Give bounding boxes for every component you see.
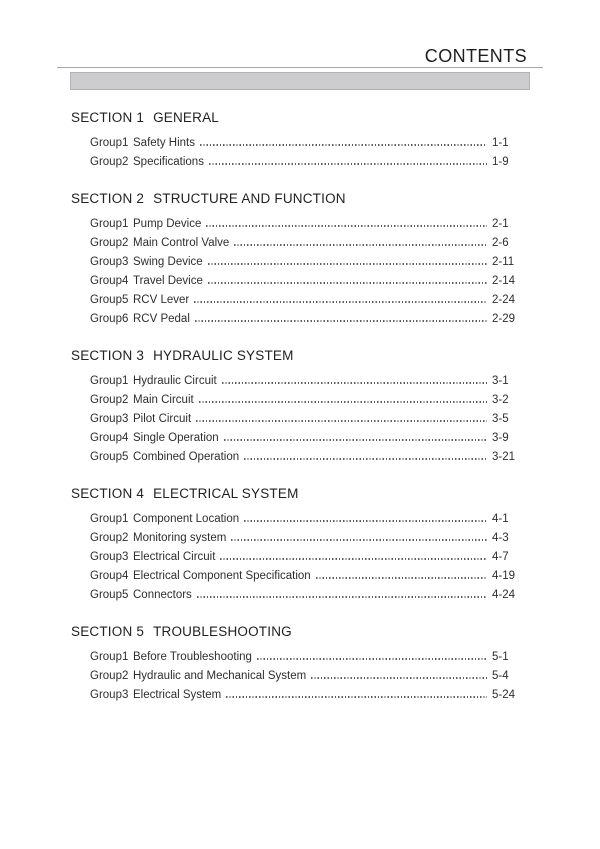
- group-title: Hydraulic and Mechanical System: [133, 670, 307, 682]
- page-number: 1-9: [492, 156, 509, 168]
- title-underline: [57, 67, 543, 68]
- toc-section: [57, 487, 543, 605]
- toc-entry-row: [57, 253, 543, 272]
- group-number: 6: [122, 313, 129, 325]
- dot-leader: [316, 577, 487, 579]
- dot-leader: [244, 458, 487, 460]
- page-number: 4-19: [492, 570, 516, 582]
- dot-leader: [222, 382, 487, 384]
- group-word: Group: [90, 670, 122, 682]
- dot-leader: [195, 320, 487, 322]
- group-number: 2: [122, 156, 129, 168]
- toc-entry-row: [57, 686, 543, 705]
- section-label: SECTION 2: [71, 191, 145, 206]
- toc-entry-row: [57, 391, 543, 410]
- toc-section: [57, 192, 543, 329]
- group-title: Component Location: [133, 513, 240, 525]
- group-title: Main Circuit: [133, 394, 194, 406]
- toc-entry-row: [57, 529, 543, 548]
- section-title: ELECTRICAL SYSTEM: [153, 486, 299, 501]
- group-number: 4: [122, 275, 129, 287]
- group-number: 1: [122, 375, 129, 387]
- toc-entry-row: [57, 586, 543, 605]
- dot-leader: [200, 144, 487, 146]
- section-title: GENERAL: [153, 110, 219, 125]
- page-number: 2-14: [492, 275, 516, 287]
- group-title: Single Operation: [133, 432, 219, 444]
- page-number: 5-4: [492, 670, 509, 682]
- section-label: SECTION 3: [71, 348, 145, 363]
- group-word: Group: [90, 237, 122, 249]
- toc-entry-row: [57, 410, 543, 429]
- group-title: Electrical Component Specification: [133, 570, 311, 582]
- group-title: Combined Operation: [133, 451, 240, 463]
- page-title: CONTENTS: [424, 46, 527, 66]
- section-title: HYDRAULIC SYSTEM: [153, 348, 294, 363]
- page-number: 4-1: [492, 513, 509, 525]
- toc-entry-row: [57, 153, 543, 172]
- group-number: 2: [122, 532, 129, 544]
- page-number: 2-29: [492, 313, 516, 325]
- page-number: 3-5: [492, 413, 509, 425]
- toc-section: [57, 625, 543, 705]
- toc-entry-row: [57, 310, 543, 329]
- group-list: [57, 215, 543, 329]
- page-number: 2-1: [492, 218, 509, 230]
- group-word: Group: [90, 589, 122, 601]
- dot-leader: [226, 696, 487, 698]
- group-title: Connectors: [133, 589, 192, 601]
- dot-leader: [199, 401, 487, 403]
- group-word: Group: [90, 218, 122, 230]
- group-number: 1: [122, 651, 129, 663]
- section-heading: [57, 625, 543, 639]
- toc-entry-row: [57, 567, 543, 586]
- group-title: Pump Device: [133, 218, 202, 230]
- group-number: 1: [122, 218, 129, 230]
- group-number: 5: [122, 451, 129, 463]
- dot-leader: [231, 539, 487, 541]
- dot-leader: [244, 520, 487, 522]
- group-title: Travel Device: [133, 275, 203, 287]
- toc-entry-row: [57, 429, 543, 448]
- page-number: 3-9: [492, 432, 509, 444]
- toc-entry-row: [57, 372, 543, 391]
- group-title: Electrical Circuit: [133, 551, 216, 563]
- dot-leader: [311, 677, 487, 679]
- dot-leader: [257, 658, 487, 660]
- group-list: [57, 134, 543, 172]
- group-word: Group: [90, 156, 122, 168]
- page-number: 2-11: [492, 256, 515, 268]
- group-title: Safety Hints: [133, 137, 195, 149]
- toc-entry-row: [57, 134, 543, 153]
- toc-entry-row: [57, 667, 543, 686]
- group-number: 5: [122, 294, 129, 306]
- group-number: 4: [122, 570, 129, 582]
- page-number: 3-1: [492, 375, 509, 387]
- toc-entry-row: [57, 234, 543, 253]
- section-label: SECTION 4: [71, 486, 145, 501]
- dot-leader: [197, 596, 487, 598]
- toc-section: [57, 349, 543, 467]
- group-number: 3: [122, 551, 129, 563]
- group-title: Specifications: [133, 156, 204, 168]
- group-number: 1: [122, 137, 129, 149]
- group-word: Group: [90, 432, 122, 444]
- page-number: 2-6: [492, 237, 509, 249]
- group-title: Main Control Valve: [133, 237, 230, 249]
- section-heading: [57, 487, 543, 501]
- group-number: 3: [122, 689, 129, 701]
- dot-leader: [224, 439, 487, 441]
- toc-entry-row: [57, 291, 543, 310]
- toc-entry-row: [57, 648, 543, 667]
- page-number: 3-2: [492, 394, 509, 406]
- group-word: Group: [90, 513, 122, 525]
- group-number: 4: [122, 432, 129, 444]
- page-number: 2-24: [492, 294, 516, 306]
- dot-leader: [208, 282, 487, 284]
- dot-leader: [209, 163, 487, 165]
- group-word: Group: [90, 256, 122, 268]
- group-list: [57, 510, 543, 605]
- dot-leader: [196, 420, 487, 422]
- group-word: Group: [90, 313, 122, 325]
- dot-leader: [194, 301, 487, 303]
- page-number: 5-24: [492, 689, 516, 701]
- group-title: Pilot Circuit: [133, 413, 192, 425]
- page-number: 4-7: [492, 551, 509, 563]
- dot-leader: [234, 244, 487, 246]
- group-number: 3: [122, 413, 129, 425]
- group-list: [57, 372, 543, 467]
- page-number: 3-21: [492, 451, 516, 463]
- group-word: Group: [90, 275, 122, 287]
- page-number: 4-24: [492, 589, 516, 601]
- group-list: [57, 648, 543, 705]
- group-word: Group: [90, 451, 122, 463]
- page-number: 1-1: [492, 137, 509, 149]
- section-heading: [57, 111, 543, 125]
- group-title: Monitoring system: [133, 532, 227, 544]
- group-number: 2: [122, 670, 129, 682]
- toc-entry-row: [57, 510, 543, 529]
- section-heading: [57, 349, 543, 363]
- group-number: 3: [122, 256, 129, 268]
- group-title: Electrical System: [133, 689, 222, 701]
- page-number: 5-1: [492, 651, 509, 663]
- section-heading: [57, 192, 543, 206]
- group-number: 2: [122, 394, 129, 406]
- group-title: RCV Lever: [133, 294, 190, 306]
- toc-section: [57, 111, 543, 172]
- group-title: Swing Device: [133, 256, 203, 268]
- page-number: 4-3: [492, 532, 509, 544]
- group-word: Group: [90, 394, 122, 406]
- group-number: 2: [122, 237, 129, 249]
- section-title: TROUBLESHOOTING: [153, 624, 292, 639]
- group-number: 5: [122, 589, 129, 601]
- group-title: RCV Pedal: [133, 313, 190, 325]
- group-word: Group: [90, 137, 122, 149]
- toc-entry-row: [57, 272, 543, 291]
- sections-list: [57, 111, 543, 705]
- group-word: Group: [90, 413, 122, 425]
- toc-entry-row: [57, 548, 543, 567]
- group-word: Group: [90, 294, 122, 306]
- group-word: Group: [90, 651, 122, 663]
- dot-leader: [220, 558, 487, 560]
- section-title: STRUCTURE AND FUNCTION: [153, 191, 346, 206]
- group-word: Group: [90, 532, 122, 544]
- group-title: Hydraulic Circuit: [133, 375, 217, 387]
- dot-leader: [208, 263, 487, 265]
- group-number: 1: [122, 513, 129, 525]
- toc-entry-row: [57, 215, 543, 234]
- group-title: Before Troubleshooting: [133, 651, 252, 663]
- header-gray-bar: [70, 72, 530, 90]
- group-word: Group: [90, 570, 122, 582]
- section-label: SECTION 5: [71, 624, 145, 639]
- group-word: Group: [90, 375, 122, 387]
- group-word: Group: [90, 551, 122, 563]
- group-word: Group: [90, 689, 122, 701]
- toc-entry-row: [57, 448, 543, 467]
- section-label: SECTION 1: [71, 110, 145, 125]
- dot-leader: [206, 225, 487, 227]
